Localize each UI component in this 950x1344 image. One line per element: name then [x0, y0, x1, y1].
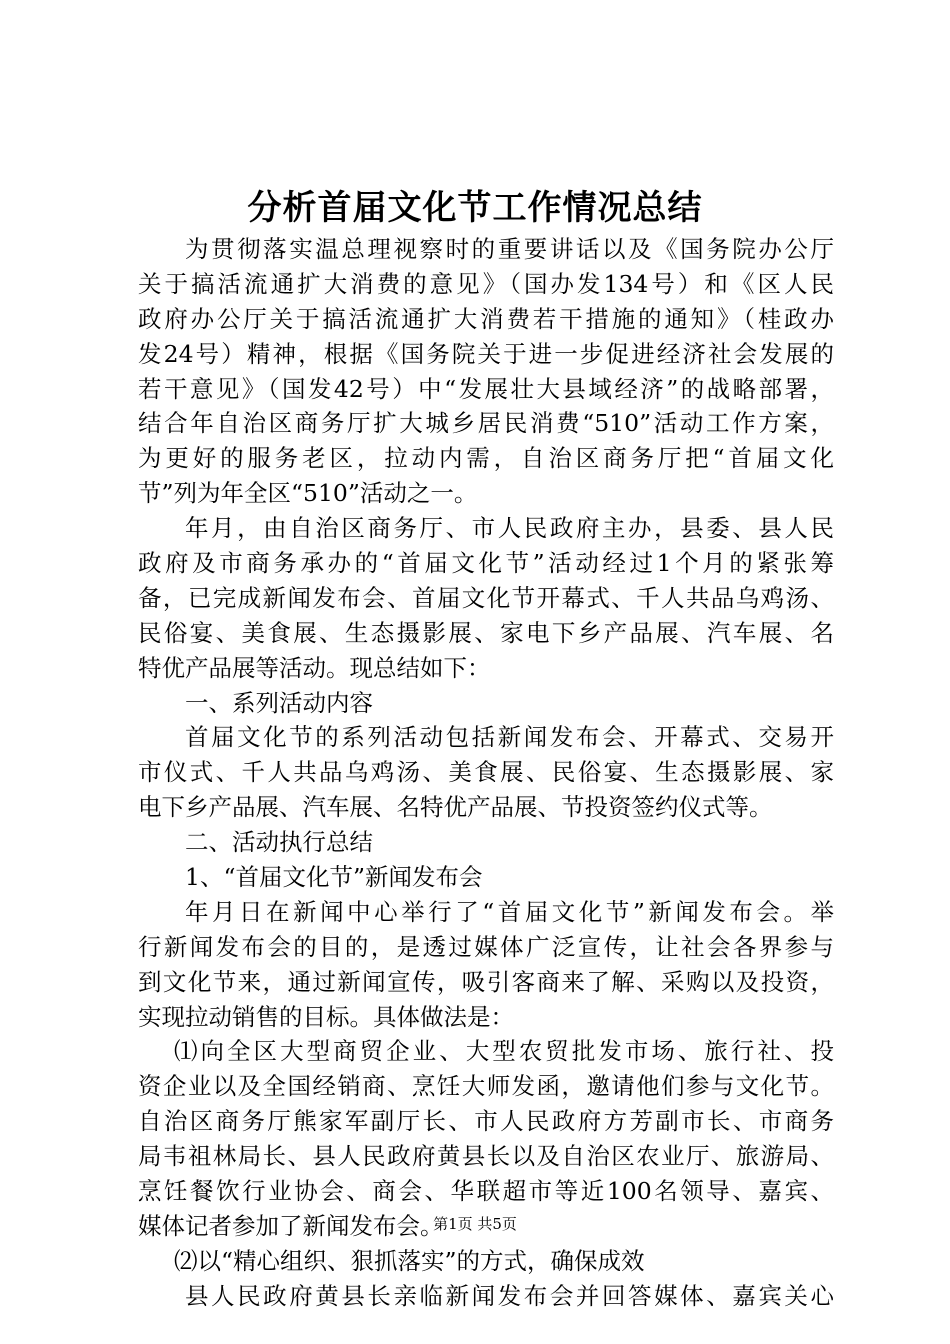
body-line: 行新闻发布会的目的，是透过媒体广泛宣传，让社会各界参与 [138, 932, 834, 961]
body-line: 局韦祖林局长、县人民政府黄县长以及自治区农业厅、旅游局、 [138, 1142, 834, 1171]
document-title: 分析首届文化节工作情况总结 [247, 188, 703, 228]
body-line: 年月日在新闻中心举行了“首届文化节”新闻发布会。举 [185, 897, 834, 926]
section-heading: 二、活动执行总结 [185, 828, 373, 857]
body-line: 节”列为年全区“510”活动之一。 [138, 479, 478, 508]
body-line: 首届文化节的系列活动包括新闻发布会、开幕式、交易开 [185, 723, 834, 752]
body-line: 民俗宴、美食展、生态摄影展、家电下乡产品展、汽车展、名 [138, 618, 834, 647]
body-line: 电下乡产品展、汽车展、名特优产品展、节投资签约仪式等。 [138, 793, 773, 822]
body-line: 县人民政府黄县长亲临新闻发布会并回答媒体、嘉宾关心 [185, 1281, 834, 1310]
body-line: 为贯彻落实温总理视察时的重要讲话以及《国务院办公厅 [185, 235, 834, 263]
body-line: ⑴向全区大型商贸企业、大型农贸批发市场、旅行社、投 [174, 1037, 834, 1066]
page-number: 第1页 共5页 [433, 1215, 517, 1233]
body-line: 关于搞活流通扩大消费的意见》（国办发134号）和《区人民 [138, 269, 834, 298]
body-line: 市仪式、千人共品乌鸡汤、美食展、民俗宴、生态摄影展、家 [138, 758, 834, 787]
body-line: 若干意见》（国发42号）中“发展壮大县域经济”的战略部署， [138, 374, 834, 403]
body-line: 政府及市商务承办的“首届文化节”活动经过1个月的紧张筹 [138, 549, 834, 578]
body-line: 实现拉动销售的目标。具体做法是： [138, 1002, 514, 1031]
subsection-heading: 1、“首届文化节”新闻发布会 [185, 863, 483, 892]
body-line: 备，已完成新闻发布会、首届文化节开幕式、千人共品乌鸡汤、 [138, 583, 834, 612]
document-body [138, 232, 834, 1314]
body-line: 政府办公厅关于搞活流通扩大消费若干措施的通知》（桂政办 [138, 304, 834, 333]
body-line: 资企业以及全国经销商、烹饪大师发函，邀请他们参与文化节。 [138, 1072, 834, 1101]
body-line: 结合年自治区商务厅扩大城乡居民消费“510”活动工作方案， [138, 409, 834, 438]
body-line: 为更好的服务老区，拉动内需，自治区商务厅把“首届文化 [138, 444, 834, 473]
body-line: 媒体记者参加了新闻发布会。 [138, 1211, 444, 1240]
body-line: 特优产品展等活动。现总结如下： [138, 653, 491, 682]
body-line: 到文化节来，通过新闻宣传，吸引客商来了解、采购以及投资， [138, 967, 834, 996]
section-heading: 一、系列活动内容 [185, 688, 373, 717]
body-line: ⑵以“精心组织、狠抓落实”的方式，确保成效 [174, 1246, 645, 1275]
body-line: 发24号）精神，根据《国务院关于进一步促进经济社会发展的 [138, 339, 834, 368]
body-line: 年月，由自治区商务厅、市人民政府主办，县委、县人民 [185, 514, 834, 543]
body-line: 自治区商务厅熊家军副厅长、市人民政府方芳副市长、市商务 [138, 1107, 834, 1136]
body-line: 烹饪餐饮行业协会、商会、华联超市等近100名领导、嘉宾、 [138, 1177, 834, 1206]
